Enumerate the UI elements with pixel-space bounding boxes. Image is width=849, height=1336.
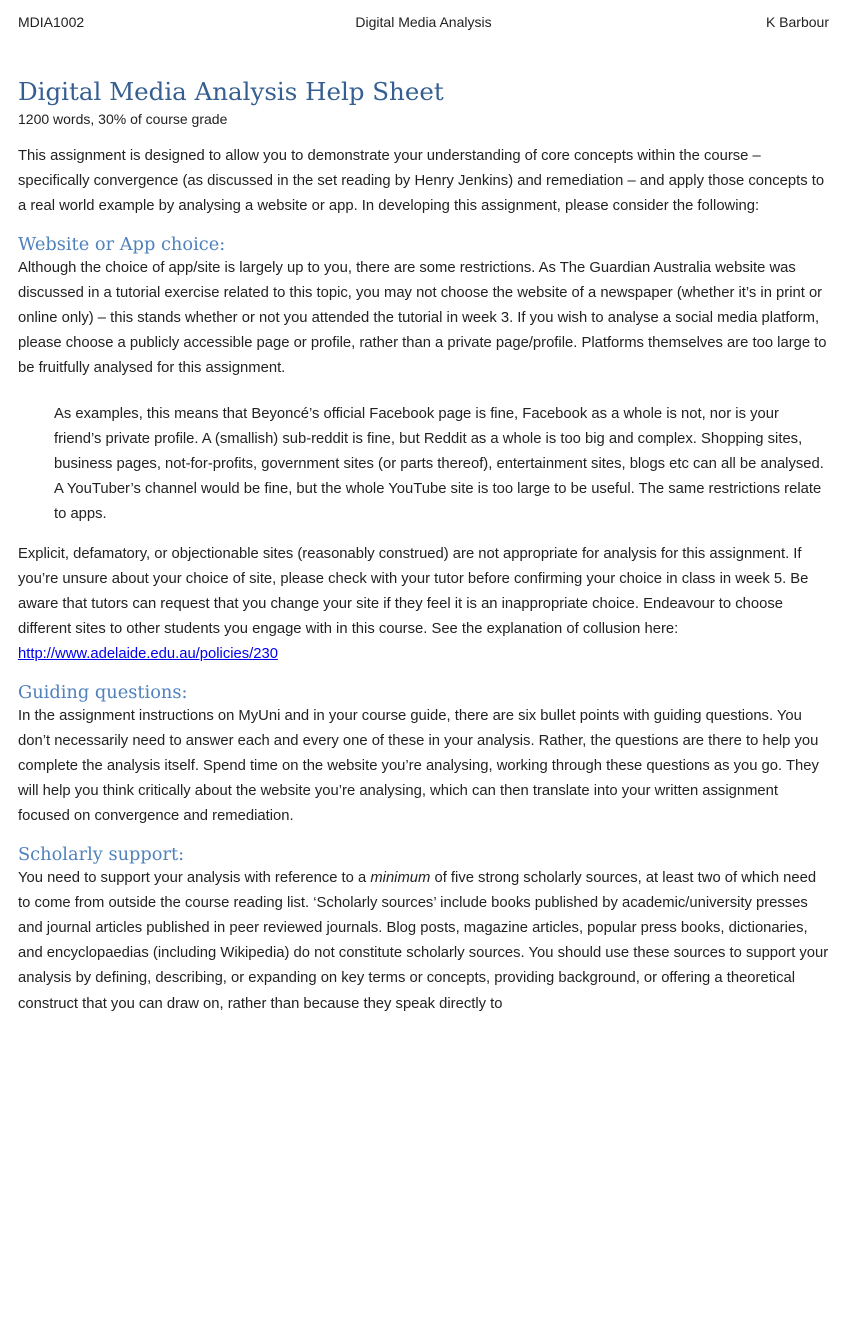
course-code: MDIA1002: [18, 14, 85, 30]
spacer: [18, 830, 829, 844]
collusion-policy-link[interactable]: http://www.adelaide.edu.au/policies/230: [18, 646, 278, 663]
section-heading-website-choice: Website or App choice:: [18, 233, 226, 255]
website-choice-restrictions: Explicit, defamatory, or objectionable sites (reasonably construed) are not appropriate for analysis for this assignment. If you’re unsure about your choice of site, please check with your tutor before confirming your choice in class in week 5. Be aware that tutors can request that you change your site if they feel it is an inappropriate choice. Endeavour to choose different sites to other students you engage with in this course. See the explanation of collusion here:: [18, 545, 809, 638]
author-name: K Barbour: [765, 14, 829, 30]
document-title: Digital Media Analysis Help Sheet: [18, 77, 444, 106]
website-choice-examples: As examples, this means that Beyoncé’s official Facebook page is fine, Facebook as a whole is not, nor is your friend’s private profile. A (smallish) sub-reddit is fine, but Reddit as a whole is too big and complex. Shopping sites, business pages, not-for-profits, government sites (or parts thereof), entertainment sites, blogs etc can all be analysed. A YouTuber’s channel would be fine, but the whole YouTube site is too large to be useful. The same restrictions relate to apps.: [54, 405, 824, 523]
scholarly-text-end: of five strong scholarly sources, at least two of which need to come from outside the course reading list. ‘Scholarly sources’ include books published by academic/university presses and journal articles published in peer reviewed journals. Blog posts, magazine articles, popular press books, dictionaries, and encyclopaedias (including Wikipedia) do not constitute scholarly sources. You should use these sources to support your analysis by defining, describing, or expanding on key terms or concepts, providing background, or offering a theoretical construct that you can draw on, rather than because they speak directly to: [18, 869, 829, 1012]
course-title: Digital Media Analysis: [355, 14, 492, 30]
scholarly-emphasis: minimum: [370, 869, 431, 886]
running-header: [18, 14, 829, 34]
section-heading-guiding-questions: Guiding questions:: [18, 681, 188, 703]
intro-paragraph: This assignment is designed to allow you to demonstrate your understanding of core concepts within the course – specifically convergence (as discussed in the set reading by Henry Jenkins) and remediation – and apply those concepts to a real world example by analysing a website or app. In developing this assignment, please consider the following:: [18, 148, 825, 215]
document-body: [18, 76, 829, 1017]
scholarly-text-start: You need to support your analysis with reference to a: [18, 869, 371, 886]
scholarly-support-paragraph: [18, 866, 829, 1017]
document-subtitle: 1200 words, 30% of course grade: [18, 111, 228, 127]
guiding-questions-paragraph: In the assignment instructions on MyUni and in your course guide, there are six bullet points with guiding questions. You don’t necessarily need to answer each and every one of these in your analysis. Rather, the questions are there to help you complete the analysis itself. Spend time on the website you’re analysing, working through these questions as you go. They will help you think critically about the website you’re analysing, which can then translate into your written assignment focused on convergence and remediation.: [18, 707, 819, 825]
website-choice-paragraph: Although the choice of app/site is largely up to you, there are some restrictions. As The Guardian Australia website was discussed in a tutorial exercise related to this topic, you may not choose the website of a newspaper (whether it’s in print or online only) – this stands whether or not you attended the tutorial in week 3. If you wish to analyse a social media platform, please choose a publicly accessible page or profile, rather than a private page/profile. Platforms themselves are too large to be fruitfully analysed for this assignment.: [18, 259, 827, 377]
spacer: [18, 668, 829, 682]
section-heading-scholarly-support: Scholarly support:: [18, 843, 185, 865]
